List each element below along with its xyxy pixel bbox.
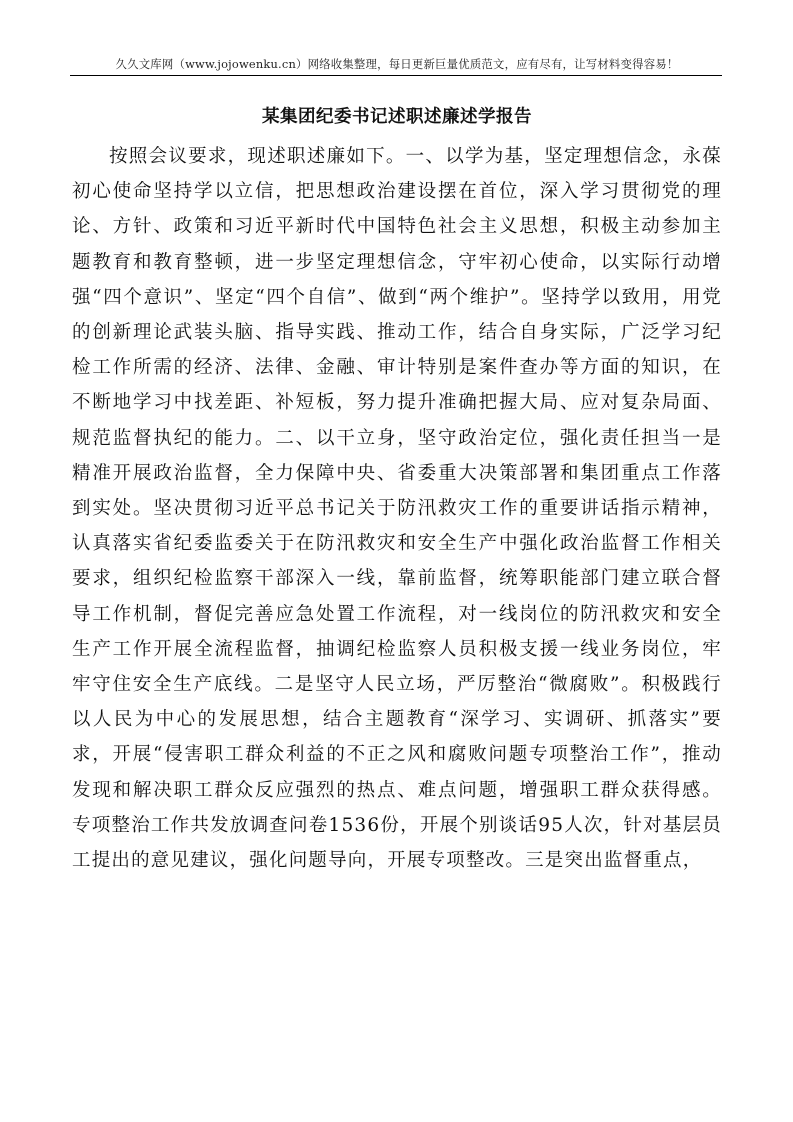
- document-title: 某集团纪委书记述职述廉述学报告: [262, 107, 532, 127]
- page-header: 久久文库网（www.jojowenku.cn）网络收集整理，每日更新巨量优质范文，应有尽有，让写材料变得容易！: [115, 57, 679, 71]
- header-divider: [70, 75, 722, 76]
- body-paragraph: 按照会议要求，现述职述廉如下。一、以学为基，坚定理想信念，永葆初心使命坚持学以立信，把思想政治建设摆在首位，深入学习贯彻党的理论、方针、政策和习近平新时代中国特色社会主义思想，积极主动参加主题教育和教育整顿，进一步坚定理想信念，守牢初心使命，以实际行动增强“四个意识”、坚定“四个自信”、做到“两个维护”。坚持学以致用，用党的创新理论武装头脑、指导实践、推动工作，结合自身实际，广泛学习纪检工作所需的经济、法律、金融、审计特别是案件查办等方面的知识，在不断地学习中找差距、补短板，努力提升准确把握大局、应对复杂局面、规范监督执纪的能力。二、以干立身，坚守政治定位，强化责任担当一是精准开展政治监督，全力保障中央、省委重大决策部署和集团重点工作落到实处。坚决贯彻习近平总书记关于防汛救灾工作的重要讲话指示精神，认真落实省纪委监委关于在防汛救灾和安全生产中强化政治监督工作相关要求，组织纪检监察干部深入一线，靠前监督，统筹职能部门建立联合督导工作机制，督促完善应急处置工作流程，对一线岗位的防汛救灾和安全生产工作开展全流程监督，抽调纪检监察人员积极支援一线业务岗位，牢牢守住安全生产底线。二是坚守人民立场，严厉整治“微腐败”。积极践行以人民为中心的发展思想，结合主题教育“深学习、实调研、抓落实”要求，开展“侵害职工群众利益的不正之风和腐败问题专项整治工作”，推动发现和解决职工群众反应强烈的热点、难点问题，增强职工群众获得感。专项整治工作共发放调查问卷1536份，开展个别谈话95人次，针对基层员工提出的意见建议，强化问题导向，开展专项整改。三是突出监督重点，: [72, 146, 722, 872]
